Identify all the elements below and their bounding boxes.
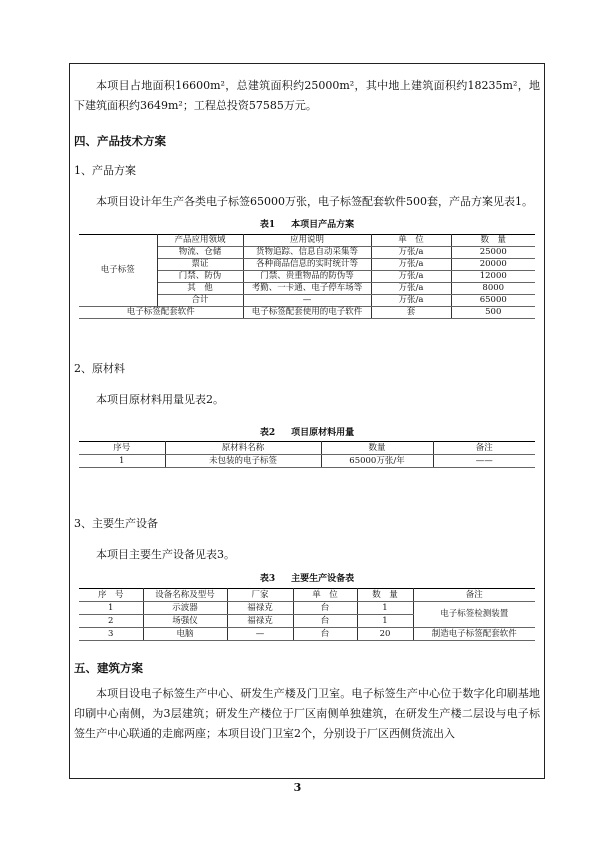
table-cell: 福禄克 [227,602,293,615]
table-cell: — [227,628,293,641]
table-cell: 1 [357,615,413,628]
table-cell: 20000 [451,259,535,271]
table-header-row [79,589,535,602]
subsection-3-heading: 3、主要生产设备 [74,517,158,530]
table-2-caption-title: 项目原材料用量 [291,428,355,438]
table-row [79,455,535,468]
table-3-caption-title: 主要生产设备表 [291,574,355,584]
table-cell: 65000 [451,295,535,307]
section-4-heading: 四、产品技术方案 [74,134,166,148]
section-5-text: 本项目设电子标签生产中心、研发生产楼及门卫室。电子标签生产中心位于数字化印刷基地印刷中心南侧，为3层建筑；研发生产楼位于厂区南侧单独建筑，在研发生产楼二层设与电子标签生产中心联通的走廊两座；本项目设门卫室2个，分别设于厂区西侧货流出入 [74,687,540,740]
table-cell: 场强仪 [143,615,227,628]
table-cell: 万张/a [371,259,451,271]
table-cell: 各种商品信息的实时统计等 [243,259,371,271]
intro-paragraph: 本项目占地面积16600m²，总建筑面积约25000m²，其中地上建筑面积约18235m²，地下建筑面积约3649m²；工程总投资57585万元。 [74,79,540,112]
table-cell: 65000万张/年 [321,455,433,468]
table-header-cell: 原材料名称 [165,442,321,455]
table-cell: 台 [293,615,357,628]
table-header-cell: 数 量 [451,235,535,247]
table-cell: 电子标签检测装置 [413,602,535,628]
page-number: 3 [293,781,302,794]
table-row [79,628,535,641]
equipment-table [79,588,535,641]
table-cell: 示波器 [143,602,227,615]
table-cell: 台 [293,628,357,641]
table-header-row [79,442,535,455]
section-5-heading: 五、建筑方案 [74,661,143,675]
table-cell: 万张/a [371,271,451,283]
subsection-2-text: 本项目原材料用量见表2。 [96,393,224,406]
table-cell: 12000 [451,271,535,283]
table-header-cell: 备注 [413,589,535,602]
table-header-cell: 单 位 [293,589,357,602]
table-cell: 福禄克 [227,615,293,628]
table-2-caption [74,425,540,438]
table-cell: 台 [293,602,357,615]
table-cell: 1 [79,602,143,615]
table-header-cell: 产品应用领域 [157,235,243,247]
subsection-2-heading: 2、原材料 [74,362,125,375]
table-1-caption [74,217,540,230]
table-cell: 8000 [451,283,535,295]
table-header-cell: 数量 [321,442,433,455]
table-row [79,307,535,319]
table-header-cell: 序 号 [79,589,143,602]
table-cell: 万张/a [371,247,451,259]
table-header-cell: 设备名称及型号 [143,589,227,602]
table-cell: 500 [451,307,535,319]
table-cell: — [243,295,371,307]
table-cell: 25000 [451,247,535,259]
table-cell: 套 [371,307,451,319]
table-header-row [79,235,535,247]
table-cell: 1 [79,455,165,468]
table-cell: 门禁、防伪 [157,271,243,283]
table-cell: 1 [357,602,413,615]
table-cell: 20 [357,628,413,641]
table-cell: 物流、仓储 [157,247,243,259]
table-header-cell: 备注 [433,442,535,455]
table-cell: 3 [79,628,143,641]
table-header-cell: 序号 [79,442,165,455]
subsection-1-text: 本项目设计年生产各类电子标签65000万张，电子标签配套软件500套，产品方案见表1。 [96,195,533,208]
table-cell: 其 他 [157,283,243,295]
table-cell: 电脑 [143,628,227,641]
table-cell: 货物追踪、信息自动采集等 [243,247,371,259]
table-cell: 2 [79,615,143,628]
table-row [79,602,535,615]
subsection-3-text: 本项目主要生产设备见表3。 [96,548,235,561]
table-cell: 万张/a [371,295,451,307]
table-cell: 万张/a [371,283,451,295]
table-header-cell: 数 量 [357,589,413,602]
table-group-label: 电子标签 [79,235,157,307]
table-header-cell: 应用说明 [243,235,371,247]
table-header-cell: 厂家 [227,589,293,602]
table-2-caption-number: 表2 [259,428,276,438]
raw-material-table [79,441,535,468]
table-3-caption [74,571,540,584]
table-cell: 电子标签配套软件 [79,307,243,319]
subsection-1-heading: 1、产品方案 [74,164,136,177]
table-cell: 电子标签配套使用的电子软件 [243,307,371,319]
table-cell: —— [433,455,535,468]
table-1-caption-title: 本项目产品方案 [291,220,355,230]
table-cell: 合计 [157,295,243,307]
product-plan-table [79,234,535,319]
table-3-caption-number: 表3 [259,574,276,584]
table-cell: 制造电子标签配套软件 [413,628,535,641]
table-cell: 考勤、一卡通、电子停车场等 [243,283,371,295]
table-1-caption-number: 表1 [259,220,276,230]
table-header-cell: 单 位 [371,235,451,247]
table-cell: 未包装的电子标签 [165,455,321,468]
table-cell: 票证 [157,259,243,271]
table-cell: 门禁、贵重物品的防伪等 [243,271,371,283]
